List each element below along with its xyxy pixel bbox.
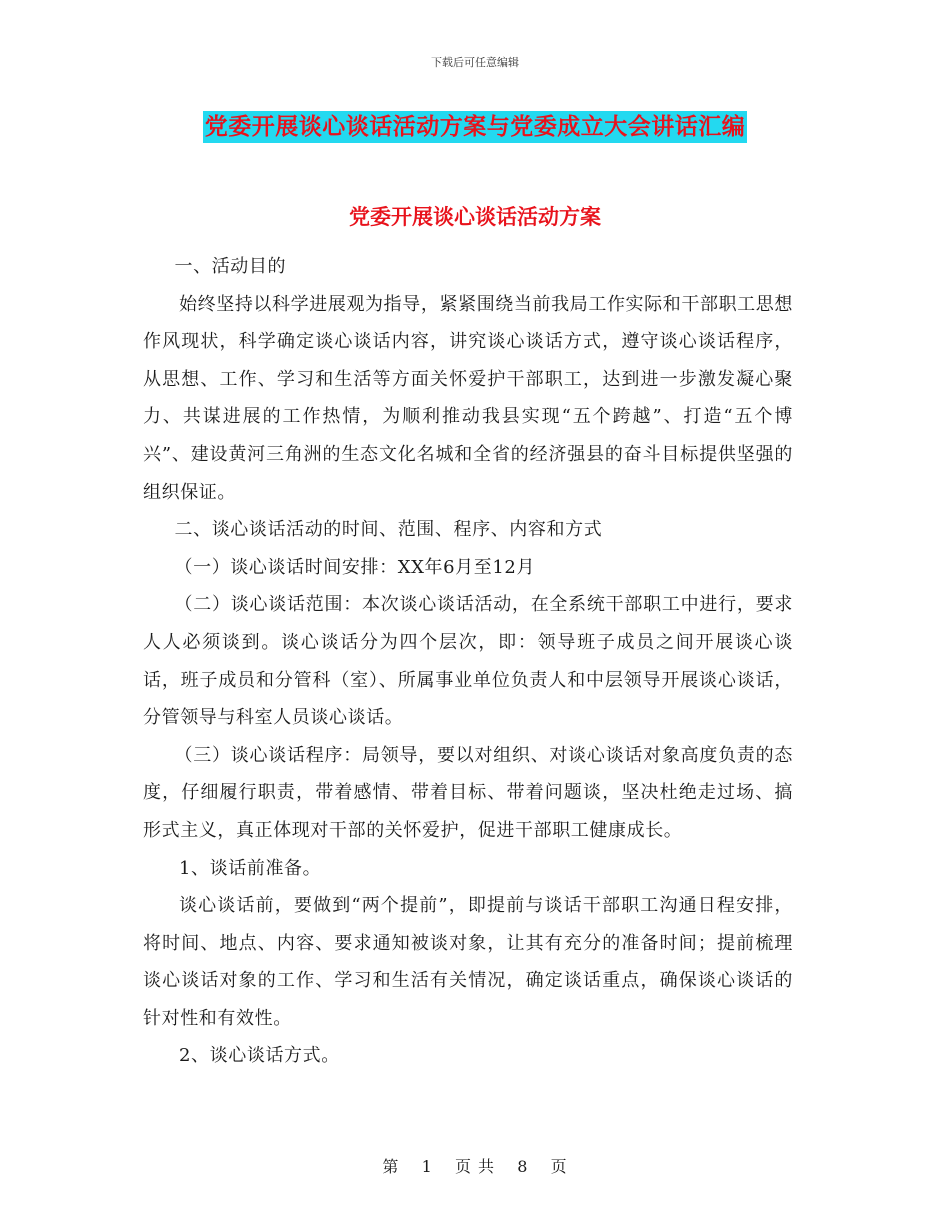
footer-middle: 页 共 — [454, 1157, 496, 1176]
paragraph-procedure: （三）谈心谈话程序：局领导，要以对组织、对谈心谈话对象高度负责的态度，仔细履行职责，带着感情、带着目标、带着问题谈，坚决杜绝走过场、搞形式主义，真正体现对干部的关怀爱护，促进干部职工健康成长。 — [143, 744, 793, 841]
footer-current-page: 1 — [421, 1157, 433, 1176]
heading-preparation: 1、谈话前准备。 — [179, 857, 322, 879]
footer-prefix: 第 — [382, 1157, 400, 1176]
page-header-note: 下载后可任意编辑 — [431, 56, 519, 69]
main-title: 党委开展谈心谈话活动方案与党委成立大会讲话汇编 — [203, 111, 748, 143]
document-body — [143, 248, 793, 1075]
paragraph-preparation: 谈心谈话前，要做到“两个提前”，即提前与谈话干部职工沟通日程安排，将时间、地点、内容、要求通知被谈对象，让其有充分的准备时间；提前梳理谈心谈话对象的工作、学习和生活有关情况，确定谈话重点，确保谈心谈话的针对性和有效性。 — [143, 895, 793, 1029]
paragraph-time-arrangement: （一）谈心谈话时间安排：XX年6月至12月 — [174, 556, 536, 578]
page-footer — [0, 1154, 950, 1177]
heading-activity-purpose: 一、活动目的 — [174, 256, 287, 277]
section-title: 党委开展谈心谈话活动方案 — [349, 204, 601, 229]
paragraph-scope: （二）谈心谈话范围：本次谈心谈话活动，在全系统干部职工中进行，要求人人必须谈到。谈心谈话分为四个层次，即：领导班子成员之间开展谈心谈话，班子成员和分管科（室）、所属事业单位负责人和中层领导开展谈心谈话，分管领导与科室人员谈心谈话。 — [143, 594, 793, 729]
footer-total-pages: 8 — [517, 1157, 529, 1176]
footer-suffix: 页 — [550, 1157, 568, 1176]
heading-time-scope: 二、谈心谈话活动的时间、范围、程序、内容和方式 — [174, 519, 603, 541]
paragraph-purpose: 始终坚持以科学进展观为指导，紧紧围绕当前我局工作实际和干部职工思想作风现状，科学确定谈心谈话内容，讲究谈心谈话方式，遵守谈心谈话程序，从思想、工作、学习和生活等方面关怀爱护干部职工，达到进一步激发凝心聚力、共谋进展的工作热情，为顺利推动我县实现“五个跨越”、打造“五个博兴”、建设黄河三角洲的生态文化名城和全省的经济强县的奋斗目标提供坚强的组织保证。 — [143, 293, 793, 503]
main-title-container — [0, 111, 950, 143]
heading-method: 2、谈心谈话方式。 — [179, 1045, 340, 1067]
